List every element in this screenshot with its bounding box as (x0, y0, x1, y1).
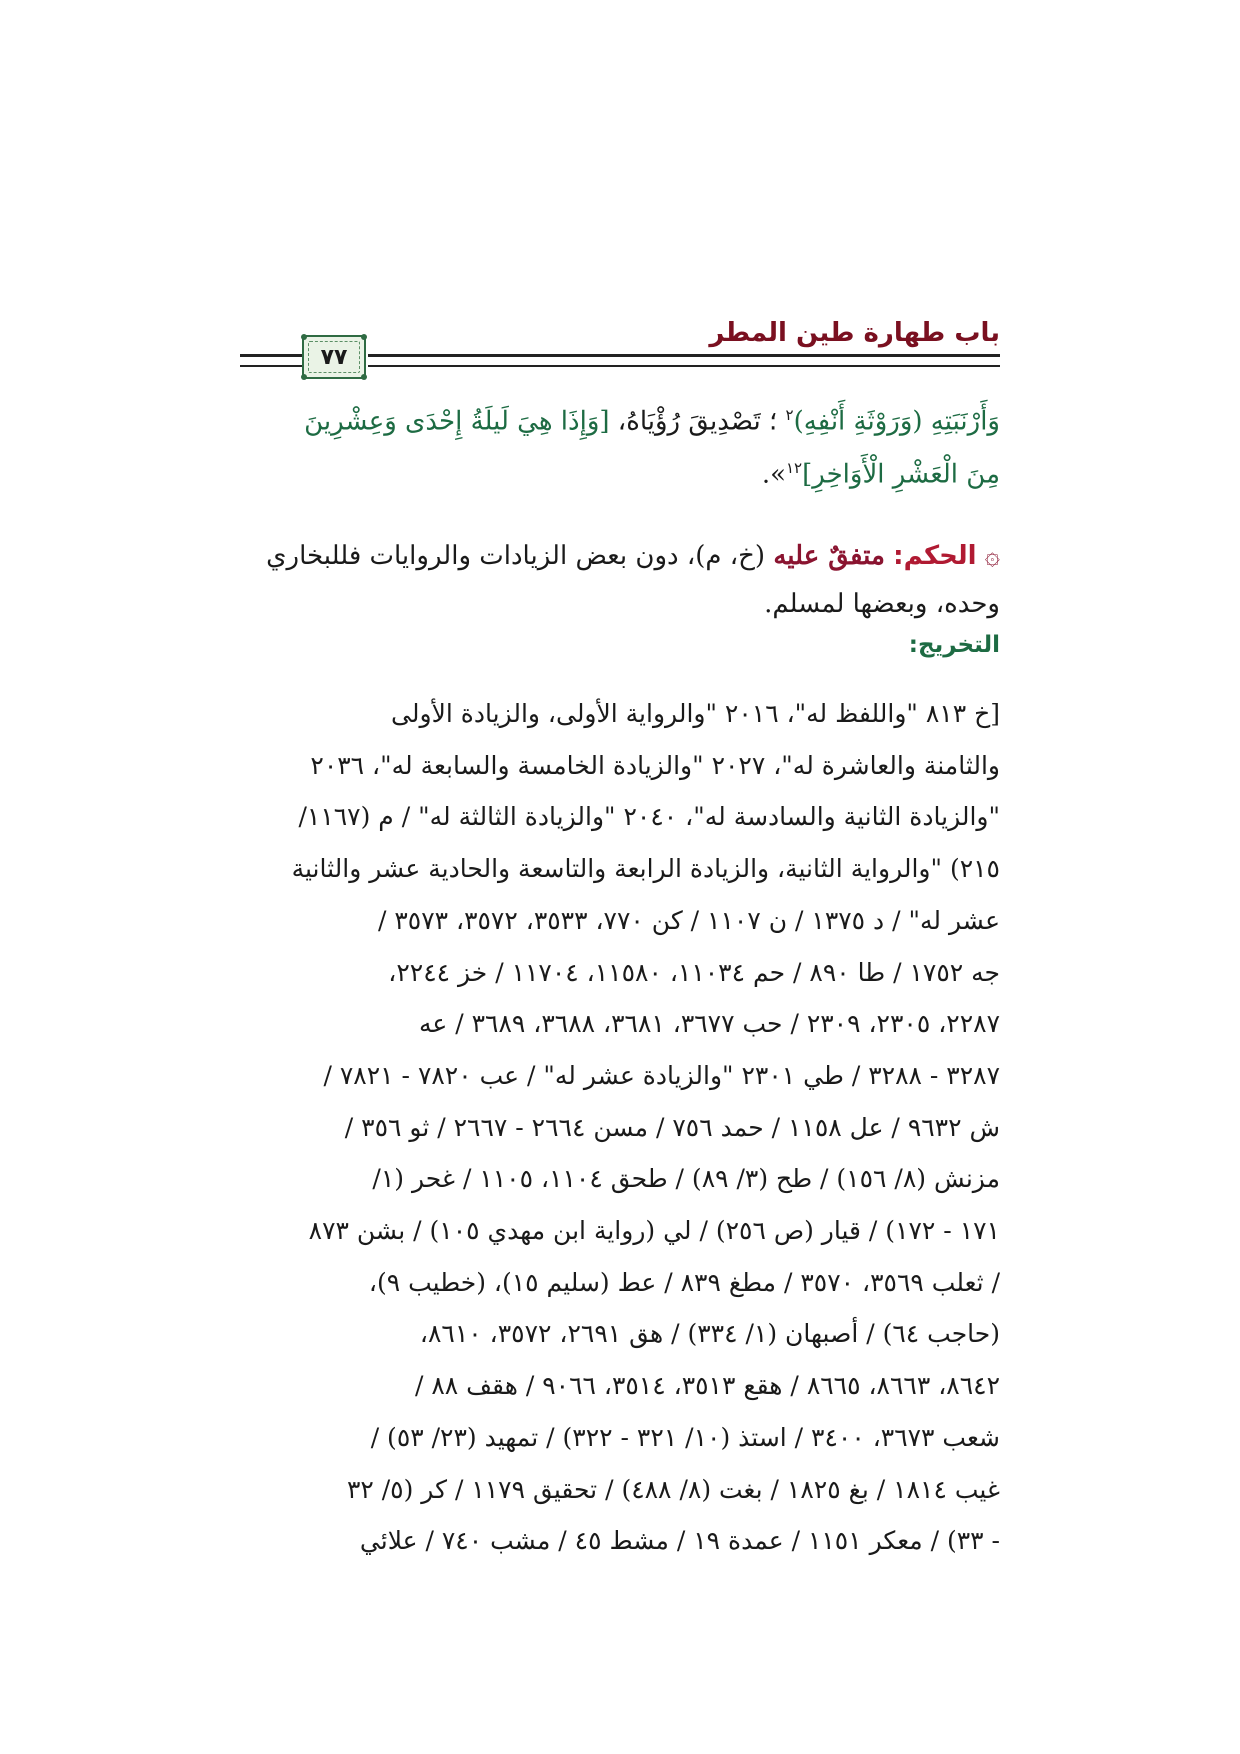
takhrij-line: شعب ٣٦٧٣، ٣٤٠٠ / استذ (١٠/ ٣٢١ - ٣٢٢) / تمهيد (٢٣/ ٥٣) / (370, 1422, 1000, 1452)
hadith-line (240, 445, 1000, 498)
takhrij-paragraph (240, 688, 1000, 1567)
header-rule-left (240, 354, 302, 367)
chapter-title: باب طهارة طين المطر (709, 318, 1000, 348)
ruling-text: وحده، وبعضها لمسلم. (764, 589, 1000, 619)
takhrij-line: / ثعلب ٣٥٦٩، ٣٥٧٠ / مطغ ٨٣٩ / عط (سليم ١٥)، (خطيب ٩)، (368, 1267, 1000, 1297)
ornament-corner-icon (301, 374, 307, 380)
takhrij-line: [خ ٨١٣ "واللفظ له"، ٢٠١٦ "والرواية الأولى، والزيادة الأولى (391, 699, 1000, 728)
takhrij-line: "والزيادة الثانية والسادسة له"، ٢٠٤٠ "والزيادة الثالثة له" / م (١١٦٧/ (298, 802, 1000, 832)
hadith-segment: وَأَرْنَبَتِهِ (وَرَوْثَةِ أَنْفِهِ) (793, 406, 1000, 437)
takhrij-line: ٢٢٨٧، ٢٣٠٥، ٢٣٠٩ / حب ٣٦٧٧، ٣٦٨١، ٣٦٨٨، ٣٦٨٩ / عه (418, 1009, 1000, 1039)
takhrij-line: مزنش (٨/ ١٥٦) / طح (٣/ ٨٩) / طحق ١١٠٤، ١١٠٥ / غحر (١/ (372, 1164, 1000, 1194)
ornament-corner-icon (361, 334, 367, 340)
takhrij-heading: التخريج: (908, 632, 1000, 658)
flower-ornament-icon: ۞ (984, 541, 1000, 571)
hadith-segment: ». (761, 459, 786, 490)
footnote-marker: ١٢ (786, 458, 803, 477)
takhrij-line: ٨٦٤٢، ٨٦٦٣، ٨٦٦٥ / هقع ٣٥١٣، ٣٥١٤، ٩٠٦٦ / هقف ٨٨ / (415, 1371, 1000, 1401)
takhrij-line: ش ٩٦٣٢ / عل ١١٥٨ / حمد ٧٥٦ / مسن ٢٦٦٤ - ٢٦٦٧ / ثو ٣٥٦ / (344, 1112, 1000, 1142)
ruling-paragraph (240, 532, 1000, 628)
takhrij-line: ٢١٥) "والرواية الثانية، والزيادة الرابعة والتاسعة والحادية عشر والثانية (291, 854, 1000, 884)
takhrij-line: ١٧١ - ١٧٢) / قيار (ص ٢٥٦) / لي (رواية ابن مهدي ١٠٥) / بشن ٨٧٣ (308, 1216, 1000, 1246)
hadith-text (240, 392, 1000, 497)
takhrij-line: عشر له" / د ١٣٧٥ / ن ١١٠٧ / كن ٧٧٠، ٣٥٣٣، ٣٥٧٢، ٣٥٧٣ / (377, 905, 1000, 935)
footnote-marker: ٢ (785, 406, 794, 424)
hadith-segment: مِنَ الْعَشْرِ الْأَوَاخِرِ] (802, 459, 1000, 490)
ruling-verdict: متفقٌ عليه (773, 541, 885, 571)
ruling-label: الحكم: (893, 541, 977, 571)
hadith-line (240, 392, 1000, 445)
takhrij-line: غيب ١٨١٤ / بغ ١٨٢٥ / بغت (٨/ ٤٨٨) / تحقيق ١١٧٩ / كر (٥/ ٣٢ (346, 1474, 1000, 1504)
page-number-badge (302, 335, 366, 379)
ruling-line (240, 532, 1000, 580)
hadith-segment: [وَإِذَا هِيَ لَيلَةُ إِحْدَى وَعِشْرِينَ (304, 406, 610, 437)
ornament-corner-icon (361, 374, 367, 380)
ruling-line (240, 580, 1000, 628)
takhrij-line: والثامنة والعاشرة له"، ٢٠٢٧ "والزيادة الخامسة والسابعة له"، ٢٠٣٦ (310, 750, 1000, 780)
takhrij-line: ٣٢٨٧ - ٣٢٨٨ / طي ٢٣٠١ "والزيادة عشر له" / عب ٧٨٢٠ - ٧٨٢١ / (323, 1060, 1000, 1090)
takhrij-line: (حاجب ٦٤) / أصبهان (١/ ٣٣٤) / هق ٢٦٩١، ٣٥٧٢، ٨٦١٠، (419, 1319, 1000, 1349)
takhrij-line: جه ١٧٥٢ / طا ٨٩٠ / حم ١١٠٣٤، ١١٥٨٠، ١١٧٠٤ / خز ٢٢٤٤، (388, 957, 1000, 987)
ruling-text: (خ، م)، دون بعض الزيادات والروايات فللبخاري (266, 541, 766, 571)
header-rule-right (368, 354, 1000, 367)
hadith-segment: ؛ تَصْدِيقَ رُؤْيَاهُ، (609, 406, 778, 437)
page-number: ٧٧ (320, 344, 348, 370)
takhrij-line: - ٣٣) / معكر ١١٥١ / عمدة ١٩ / مشط ٤٥ / مشب ٧٤٠ / علائي (359, 1526, 1000, 1556)
ornament-corner-icon (301, 334, 307, 340)
